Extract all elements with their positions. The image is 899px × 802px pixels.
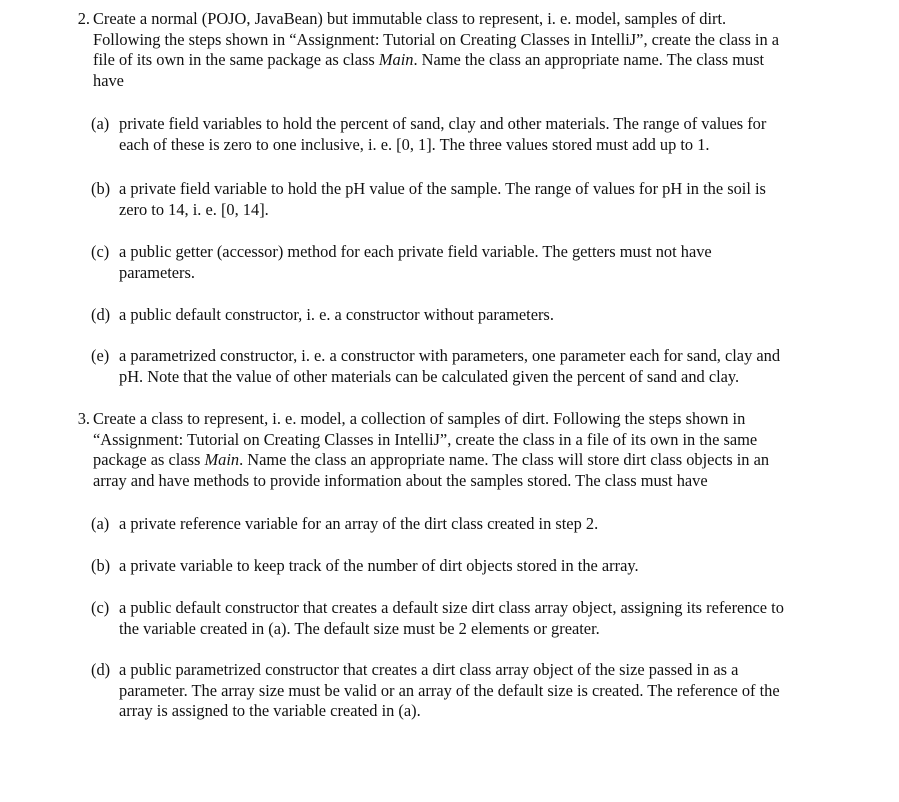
paragraph-line: a private reference variable for an array of the dirt class created in step 2. [119,514,599,533]
subitem-text [119,305,864,326]
text-span: . Name the class an appropriate name. The class must [413,50,765,70]
paragraph-line: private field variables to hold the percent of sand, clay and other materials. The range of values for [119,114,767,133]
subitem-label: (b) [91,179,111,198]
paragraph-line: each of these is zero to one inclusive, i. e. [0, 1]. The three values stored must add up to 1. [119,134,710,154]
item-number: 3. [77,409,90,428]
class-name-emphasis: Main [204,450,240,470]
paragraph-line [93,50,863,71]
paragraph-line: pH. Note that the value of other materials can be calculated given the percent of sand and clay. [119,366,740,386]
subitem-label: (b) [91,556,111,575]
subitem-label: (d) [91,660,111,679]
item-paragraph [93,9,863,91]
paragraph-line [93,450,863,471]
paragraph-line: a public getter (accessor) method for each private field variable. The getters must not have [119,242,712,261]
subitem-text [119,556,864,577]
paragraph-line: a public default constructor that creates a default size dirt class array object, assigning its reference to [119,598,784,617]
paragraph-line: have [93,70,124,90]
subitem-text [119,346,864,387]
item-number: 2. [77,9,90,28]
text-span: . Name the class an appropriate name. The class will store dirt class objects in an [239,450,770,470]
text-span: package as class [93,450,205,470]
subitem-label: (d) [91,305,111,324]
subitem-text [119,514,864,535]
subitem-label: (a) [91,114,110,133]
subitem-label: (c) [91,598,110,617]
paragraph-line: parameter. The array size must be valid or an array of the default size is created. The reference of the [119,680,780,700]
text-span: file of its own in the same package as class [93,50,379,70]
paragraph-line: parameters. [119,262,195,282]
paragraph-line: Following the steps shown in “Assignment: Tutorial on Creating Classes in IntelliJ”, create the class in a [93,29,780,49]
paragraph-line: “Assignment: Tutorial on Creating Classes in IntelliJ”, create the class in a file of its own in the same [93,429,758,449]
subitem-text [119,179,864,220]
paragraph-line: the variable created in (a). The default size must be 2 elements or greater. [119,618,600,638]
paragraph-line: a public default constructor, i. e. a constructor without parameters. [119,305,554,324]
paragraph-line: zero to 14, i. e. [0, 14]. [119,199,269,219]
item-paragraph [93,409,863,491]
subitem-text [119,114,864,155]
paragraph-line: a private variable to keep track of the number of dirt objects stored in the array. [119,556,639,575]
paragraph-line: array and have methods to provide information about the samples stored. The class must have [93,470,708,490]
paragraph-line: Create a normal (POJO, JavaBean) but immutable class to represent, i. e. model, samples of dirt. [93,9,727,28]
subitem-label: (e) [91,346,110,365]
paragraph-line: Create a class to represent, i. e. model, a collection of samples of dirt. Following the steps shown in [93,409,746,428]
subitem-text [119,660,864,722]
subitem-label: (a) [91,514,110,533]
paragraph-line: a public parametrized constructor that creates a dirt class array object of the size passed in as a [119,660,739,679]
paragraph-line: a parametrized constructor, i. e. a constructor with parameters, one parameter each for sand, clay and [119,346,781,365]
subitem-text [119,242,864,283]
class-name-emphasis: Main [378,50,414,70]
paragraph-line: a private field variable to hold the pH value of the sample. The range of values for pH in the soil is [119,179,766,198]
subitem-text [119,598,864,639]
paragraph-line: array is assigned to the variable created in (a). [119,701,421,721]
subitem-label: (c) [91,242,110,261]
